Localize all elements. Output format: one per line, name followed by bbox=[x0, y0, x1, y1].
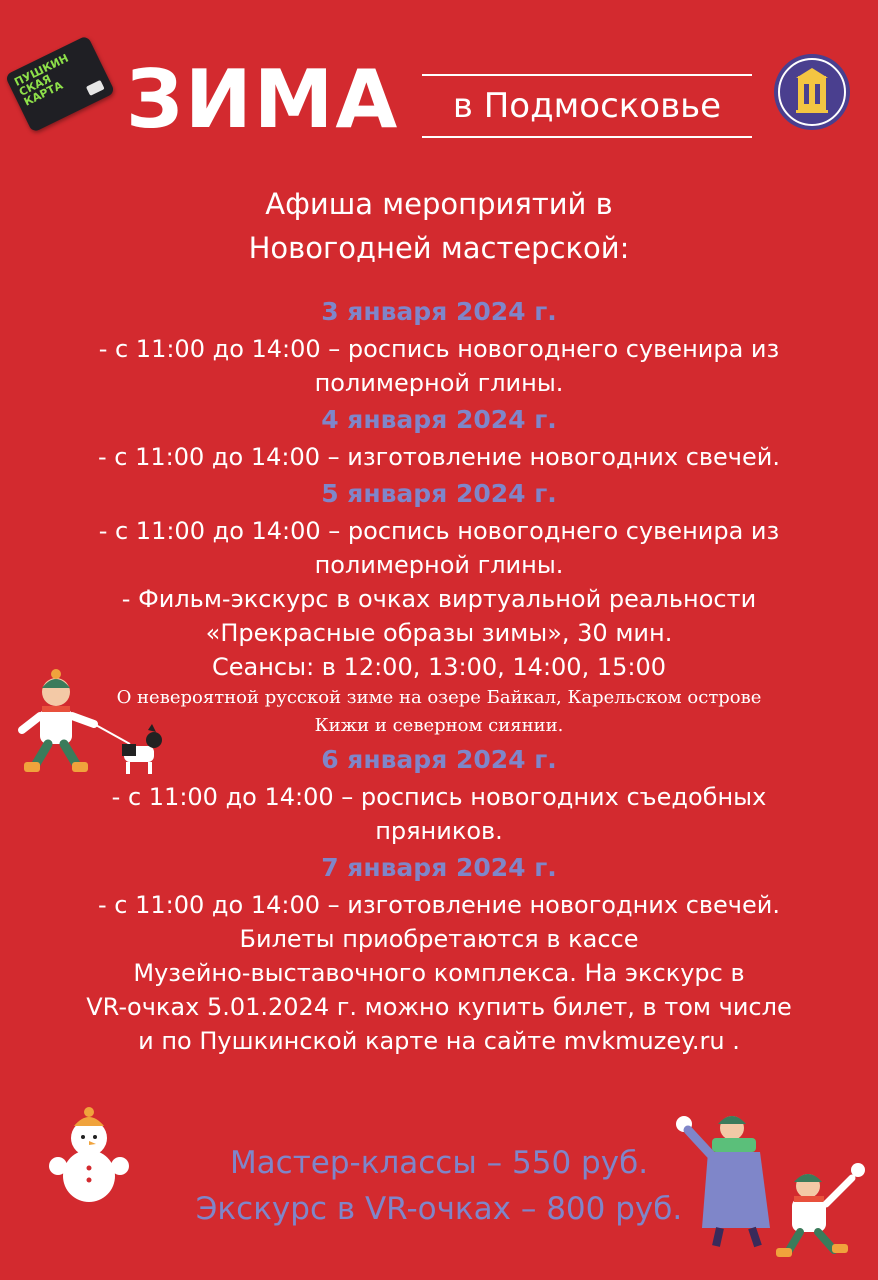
event-line: полимерной глины. bbox=[314, 369, 564, 397]
events-heading bbox=[0, 182, 878, 270]
card-chip bbox=[86, 80, 105, 96]
pushkin-card-logo bbox=[5, 35, 116, 133]
tickets-info: и по Пушкинской карте на сайте mvkmuzey.ru . bbox=[138, 1027, 740, 1055]
heading-line-2: Новогодней мастерской: bbox=[248, 231, 630, 265]
price-vr-tour: Экскурс в VR-очках – 800 руб. bbox=[195, 1191, 683, 1227]
date-jan-3: 3 января 2024 г. bbox=[321, 297, 557, 326]
kids-snowball-illustration bbox=[672, 1112, 872, 1262]
tickets-info: Билеты приобретаются в кассе bbox=[239, 925, 639, 953]
snowman-illustration bbox=[44, 1104, 134, 1204]
tickets-info: Музейно-выставочного комплекса. На экскурс в bbox=[133, 959, 745, 987]
event-line: - с 11:00 до 14:00 – изготовление новогодних свечей. bbox=[98, 891, 780, 919]
event-line: - Фильм-экскурс в очках виртуальной реальности bbox=[121, 585, 757, 613]
event-line: - с 11:00 до 14:00 – роспись новогоднего сувенира из bbox=[98, 517, 780, 545]
event-line: - с 11:00 до 14:00 – роспись новогоднего сувенира из bbox=[98, 335, 780, 363]
child-with-dog-illustration bbox=[8, 668, 178, 780]
heading-line-1: Афиша мероприятий в bbox=[265, 187, 613, 221]
date-jan-6: 6 января 2024 г. bbox=[321, 745, 557, 774]
museum-logo bbox=[774, 54, 850, 130]
event-line: - с 11:00 до 14:00 – роспись новогодних съедобных bbox=[111, 783, 767, 811]
museum-building-icon bbox=[774, 54, 850, 130]
event-line: пряников. bbox=[375, 817, 503, 845]
date-jan-7: 7 января 2024 г. bbox=[321, 853, 557, 882]
winter-title: ЗИМА bbox=[126, 53, 400, 146]
tickets-info: VR-очках 5.01.2024 г. можно купить билет, в том числе bbox=[86, 993, 792, 1021]
event-line: полимерной глины. bbox=[314, 551, 564, 579]
sessions-line: Сеансы: в 12:00, 13:00, 14:00, 15:00 bbox=[212, 653, 666, 681]
region-subtitle: в Подмосковье bbox=[422, 74, 752, 138]
price-masterclass: Мастер-классы – 550 руб. bbox=[229, 1145, 649, 1181]
date-jan-4: 4 января 2024 г. bbox=[321, 405, 557, 434]
event-line: «Прекрасные образы зимы», 30 мин. bbox=[205, 619, 673, 647]
date-jan-5: 5 января 2024 г. bbox=[321, 479, 557, 508]
pushkin-card-text: ПУШКИН СКАЯ КАРТА bbox=[12, 51, 71, 109]
film-description: О невероятной русской зиме на озере Байкал, Карельском острове bbox=[116, 687, 762, 708]
header bbox=[0, 0, 878, 170]
event-line: - с 11:00 до 14:00 – изготовление новогодних свечей. bbox=[98, 443, 780, 471]
film-description: Кижи и северном сиянии. bbox=[314, 715, 564, 736]
